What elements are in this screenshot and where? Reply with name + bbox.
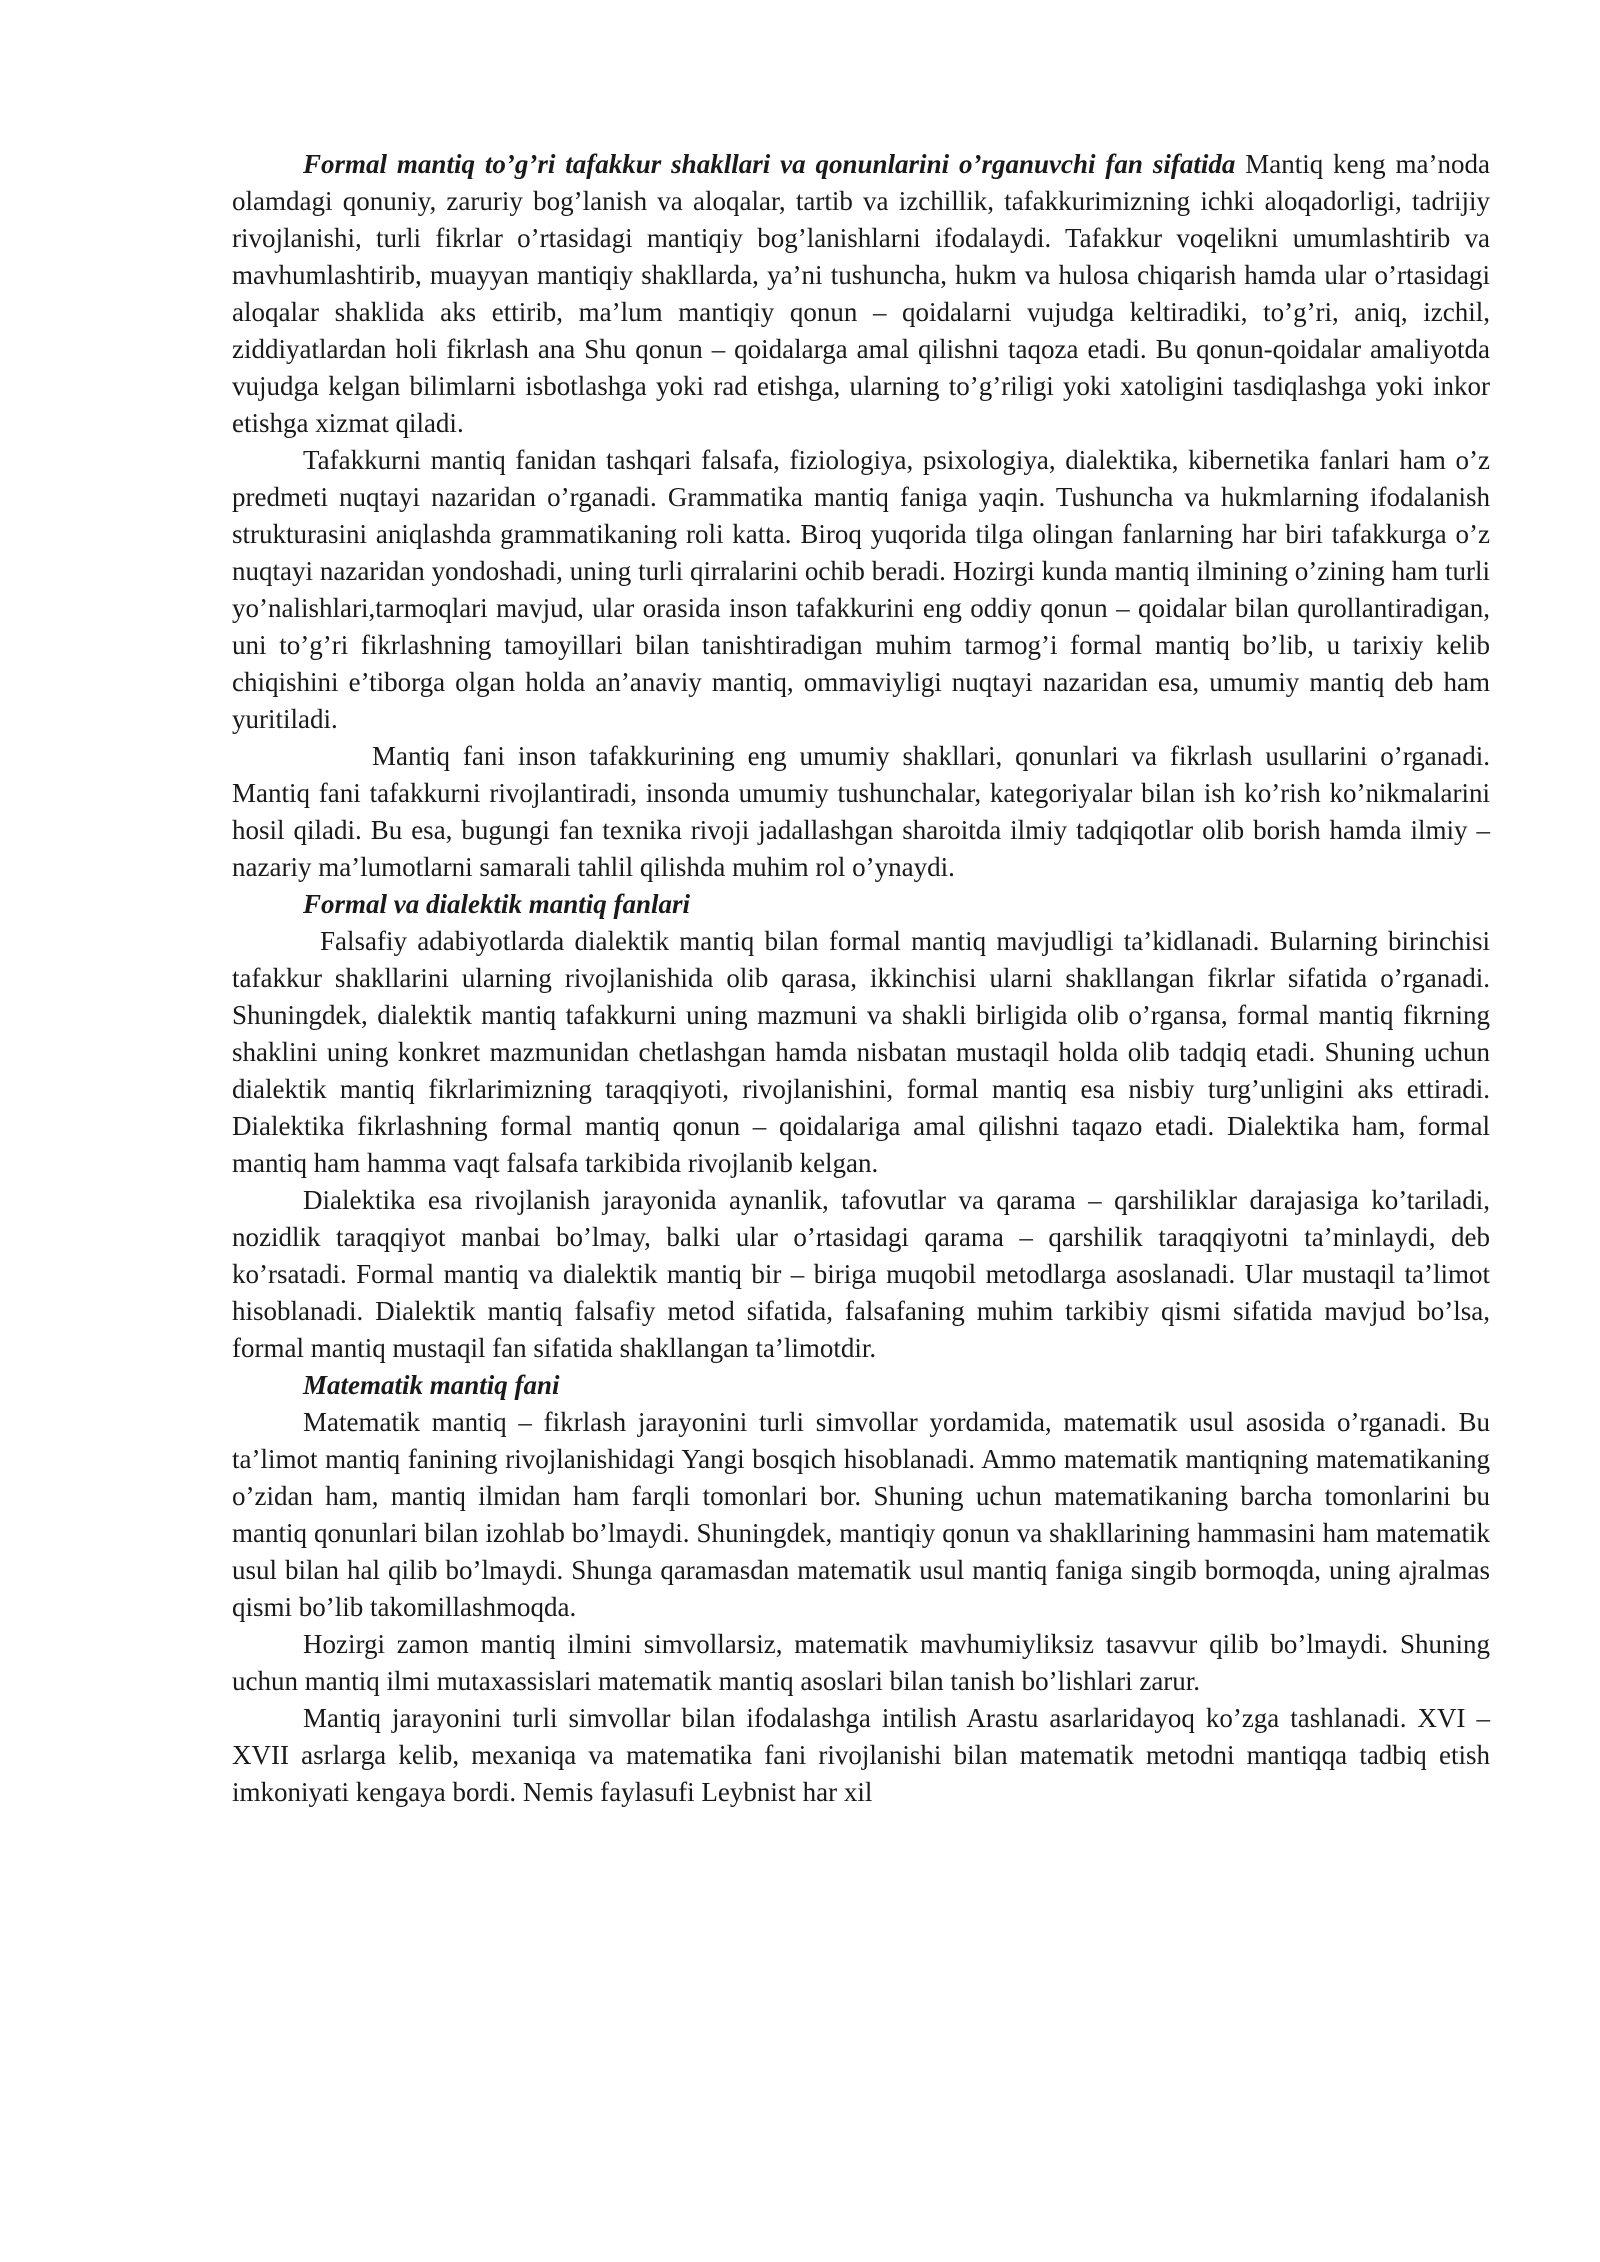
paragraph-thinking-sciences: Tafakkurni mantiq fanidan tashqari falsafa, fiziologiya, psixologiya, dialektika, kibernetika fanlari ham o’z predmeti nuqtayi nazaridan o’rganadi. Grammatika mantiq faniga yaqin. Tushuncha va hukmlarning ifodalanish strukturasini aniqlashda grammatikaning roli katta. Biroq yuqorida tilga olingan fanlarning har biri tafakkurga o’z nuqtayi nazaridan yondoshadi, uning turli qirralarini ochib beradi. Hozirgi kunda mantiq ilmining o’zining ham turli yo’nalishlari,tarmoqlari mavjud, ular orasida inson tafakkurini eng oddiy qonun – qoidalar bilan qurollantiradigan, uni to’g’ri fikrlashning tamoyillari bilan tanishtiradigan muhim tarmog’i formal mantiq bo’lib, u tarixiy kelib chiqishini e’tiborga olgan holda an’anaviy mantiq, ommaviyligi nuqtayi nazaridan esa, umumiy mantiq deb ham yuritiladi. bbox=[232, 445, 1490, 734]
paragraph-dialectics-development: Dialektika esa rivojlanish jarayonida aynanlik, tafovutlar va qarama – qarshiliklar darajasiga ko’tariladi, nozidlik taraqqiyot manbai bo’lmay, balki ular o’rtasidagi qarama – qarshilik taraqqiyotni ta’minlaydi, deb ko’rsatadi. Formal mantiq va dialektik mantiq bir – biriga muqobil metodlarga asoslanadi. Ular mustaqil ta’limot hisoblanadi. Dialektik mantiq falsafiy metod sifatida, falsafaning muhim tarkibiy qismi sifatida mavjud bo’lsa, formal mantiq mustaqil fan sifatida shakllangan ta’limotdir. bbox=[232, 1185, 1490, 1363]
intro-heading: Formal mantiq to’g’ri tafakkur shakllari va qonunlarini o’rganuvchi fan sifatida bbox=[303, 149, 1236, 179]
paragraph-aristotle-symbols: Mantiq jarayonini turli simvollar bilan ifodalashga intilish Arastu asarlaridayoq ko’zga tashlanadi. XVI – XVII asrlarga kelib, mexaniqa va matematika fani rivojlanishi bilan matematik metodni mantiqqa tadbiq etish imkoniyati kengaya bordi. Nemis faylasufi Leybnist har xil bbox=[232, 1703, 1490, 1807]
section-heading-formal-dialectic: Formal va dialektik mantiq fanlari bbox=[303, 889, 691, 919]
intro-text: Mantiq keng ma’noda olamdagi qonuniy, zaruriy bog’lanish va aloqalar, tartib va izchillik, tafakkurimizning ichki aloqadorligi, tadrijiy rivojlanishi, turli fikrlar o’rtasidagi mantiqiy bog’lanishlarni ifodalaydi. Tafakkur voqelikni umumlashtirib va mavhumlashtirib, muayyan mantiqiy shakllarda, ya’ni tushuncha, hukm va hulosa chiqarish hamda ular o’rtasidagi aloqalar shaklida aks ettirib, ma’lum mantiqiy qonun – qoidalarni vujudga keltiradiki, to’g’ri, aniq, izchil, ziddiyatlardan holi fikrlash ana Shu qonun – qoidalarga amal qilishni taqoza etadi. Bu qonun-qoidalar amaliyotda vujudga kelgan bilimlarni isbotlashga yoki rad etishga, ularning to’g’riligi yoki xatoligini tasdiqlashga yoki inkor etishga xizmat qiladi. bbox=[232, 149, 1490, 438]
intro-paragraph bbox=[232, 146, 1490, 442]
paragraph-logic-science: Mantiq fani inson tafakkurining eng umumiy shakllari, qonunlari va fikrlash usullarini o’rganadi. Mantiq fani tafakkurni rivojlantiradi, insonda umumiy tushunchalar, kategoriyalar bilan ish ko’rish ko’nikmalarini hosil qiladi. Bu esa, bugungi fan texnika rivoji jadallashgan sharoitda ilmiy tadqiqotlar olib borish hamda ilmiy – nazariy ma’lumotlarni samarali tahlil qilishda muhim rol o’ynaydi. bbox=[232, 741, 1490, 882]
paragraph-philosophical-literature: Falsafiy adabiyotlarda dialektik mantiq bilan formal mantiq mavjudligi ta’kidlanadi. Bularning birinchisi tafakkur shakllarini ularning rivojlanishida olib qarasa, ikkinchisi ularni shakllangan fikrlar sifatida o’rganadi. Shuningdek, dialektik mantiq tafakkurni uning mazmuni va shakli birligida olib o’rgansa, formal mantiq fikrning shaklini uning konkret mazmunidan chetlashgan hamda nisbatan mustaqil holda olib tadqiq etadi. Shuning uchun dialektik mantiq fikrlarimizning taraqqiyoti, rivojlanishini, formal mantiq esa nisbiy turg’unligini aks ettiradi. Dialektika fikrlashning formal mantiq qonun – qoidalariga amal qilishni taqazo etadi. Dialektika ham, formal mantiq ham hamma vaqt falsafa tarkibida rivojlanib kelgan. bbox=[232, 926, 1490, 1178]
paragraph-mathematical-logic: Matematik mantiq – fikrlash jarayonini turli simvollar yordamida, matematik usul asosida o’rganadi. Bu ta’limot mantiq fanining rivojlanishidagi Yangi bosqich hisoblanadi. Ammo matematik mantiqning matematikaning o’zidan ham, mantiq ilmidan ham farqli tomonlari bor. Shuning uchun matematikaning barcha tomonlarini bu mantiq qonunlari bilan izohlab bo’lmaydi. Shuningdek, mantiqiy qonun va shakllarining hammasini ham matematik usul bilan hal qilib bo’lmaydi. Shunga qaramasdan matematik usul mantiq faniga singib bormoqda, uning ajralmas qismi bo’lib takomillashmoqda. bbox=[232, 1407, 1490, 1622]
section-heading-mathematical-logic: Matematik mantiq fani bbox=[303, 1370, 560, 1400]
document-body bbox=[232, 146, 1490, 1811]
paragraph-modern-logic: Hozirgi zamon mantiq ilmini simvollarsiz, matematik mavhumiyliksiz tasavvur qilib bo’lmaydi. Shuning uchun mantiq ilmi mutaxassislari matematik mantiq asoslari bilan tanish bo’lishlari zarur. bbox=[232, 1629, 1490, 1696]
